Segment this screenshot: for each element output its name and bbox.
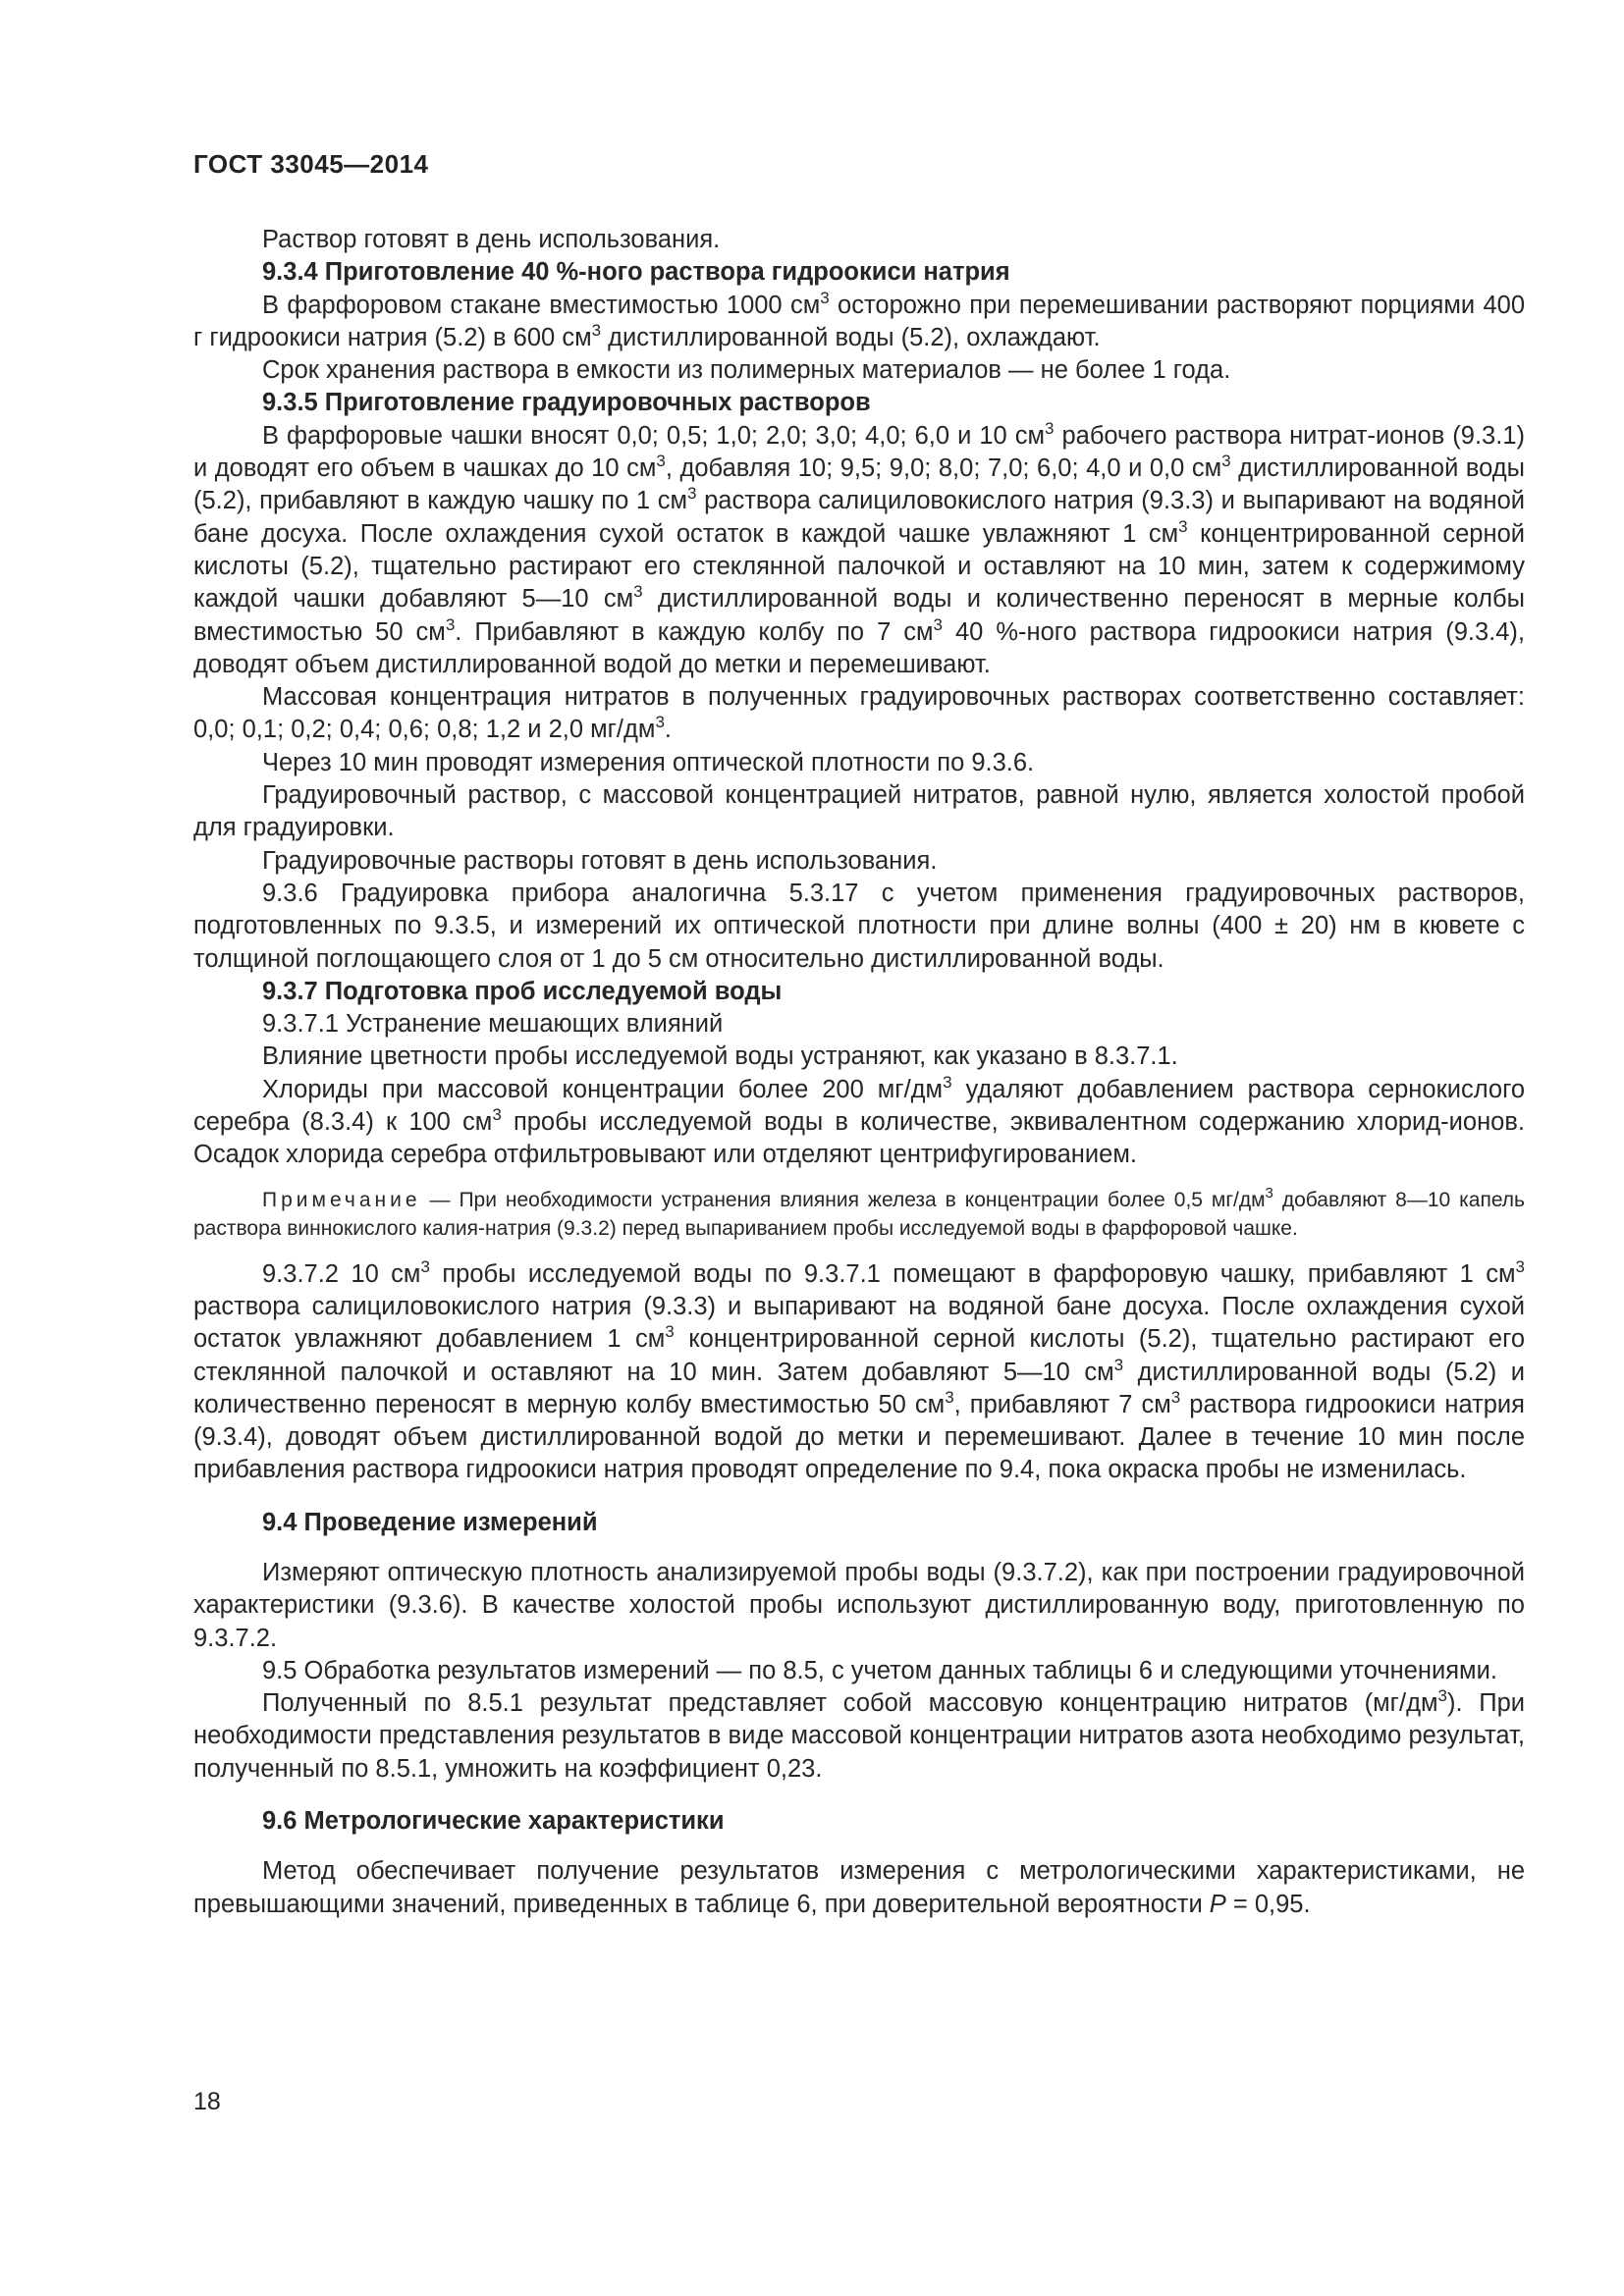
section-heading — [193, 976, 1525, 1008]
page-number: 18 — [193, 2088, 221, 2115]
superscript: 3 — [1515, 1256, 1526, 1276]
text-run: 9.3.7 Подготовка проб исследуемой воды — [262, 977, 783, 1005]
text-run: концентрированной серной кислоты (5.2), тщательно растирают его стеклянной палочкой и оставляют на 10 мин. Затем добавляют 5—10 см — [193, 1325, 1525, 1386]
document-body — [193, 224, 1525, 1921]
paragraph — [193, 1687, 1525, 1786]
paragraph — [193, 354, 1525, 387]
superscript: 3 — [1221, 452, 1231, 471]
text-run: рабочего раствора нитрат-ионов (9.3.1) и доводят его объем в чашках до 10 см — [193, 421, 1525, 483]
text-run: пробы исследуемой воды в количестве, эквивалентном содержанию хлорид-ионов. Осадок хлорида серебра отфильтровывают или отделяют центрифугированием. — [193, 1108, 1525, 1169]
paragraph — [193, 224, 1525, 256]
text-run: — При необходимости устранения влияния железа в концентрации более 0,5 мг/дм — [420, 1188, 1266, 1211]
text-run: дистиллированной воды (5.2), охлаждают. — [601, 323, 1101, 351]
superscript: 3 — [665, 1322, 675, 1342]
text-run: 9.3.4 Приготовление 40 %-ного раствора гидроокиси натрия — [262, 258, 1010, 287]
text-run: Срок хранения раствора в емкости из полимерных материалов — не более 1 года. — [262, 356, 1231, 385]
text-run: В фарфоровые чашки вносят 0,0; 0,5; 1,0; 2,0; 3,0; 4,0; 6,0 и 10 см — [262, 421, 1045, 450]
note-paragraph — [193, 1186, 1525, 1243]
section-heading — [193, 1507, 1525, 1539]
superscript: 3 — [492, 1105, 502, 1125]
text-run: . — [664, 716, 672, 744]
text-run: дистиллированной воды и количественно переносят в мерные колбы вместимостью 50 см — [193, 585, 1525, 646]
text-run: , прибавляют 7 см — [953, 1390, 1171, 1418]
paragraph — [193, 681, 1525, 747]
text-run: = 0,95. — [1225, 1890, 1311, 1918]
text-run: . Прибавляют в каждую колбу по 7 см — [455, 617, 934, 646]
text-run: Через 10 мин проводят измерения оптической плотности по 9.3.6. — [262, 748, 1035, 776]
superscript: 3 — [933, 614, 944, 634]
paragraph — [193, 1074, 1525, 1172]
section-heading — [193, 256, 1525, 289]
text-run: Полученный по 8.5.1 результат представляет собой массовую концентрацию нитратов (мг/дм — [262, 1689, 1438, 1718]
text-run: осторожно при перемешивании растворяют порциями 400 г гидроокиси натрия (5.2) в 600 см — [193, 291, 1526, 351]
superscript: 3 — [633, 582, 643, 602]
text-run: раствора салициловокислого натрия (9.3.3) и выпаривают на водяной бане досуха. После охлаждения сухой остаток увлажняют добавлением 1 см — [193, 1292, 1525, 1354]
text-run: Градуировочные растворы готовят в день использования. — [262, 846, 938, 875]
paragraph — [193, 1258, 1525, 1487]
text-run: 9.4 Проведение измерений — [262, 1508, 598, 1536]
superscript: 3 — [591, 320, 602, 340]
superscript: 3 — [945, 1387, 954, 1407]
text-run: Измеряют оптическую плотность анализируемой пробы воды (9.3.7.2), как при построении градуировочной характеристики (9.3.6). В качестве холостой пробы используют дистиллированную воду, приготовленную по 9.3.7.2. — [193, 1558, 1525, 1652]
text-run: 9.3.7.1 Устранение мешающих влияний — [262, 1010, 724, 1039]
text-run: дистиллированной воды (5.2) и количественно переносят в мерную колбу вместимостью 50 см — [193, 1358, 1525, 1418]
superscript: 3 — [1170, 1387, 1181, 1407]
superscript: 3 — [1265, 1184, 1273, 1201]
text-run: пробы исследуемой воды по 9.3.7.1 помещают в фарфоровую чашку, прибавляют 1 см — [429, 1259, 1516, 1288]
text-run: ). При необходимости представления результатов в виде массовой концентрации нитратов азота необходимо результат, полученный по 8.5.1, умножить на коэффициент 0,23. — [193, 1689, 1525, 1783]
paragraph — [193, 779, 1525, 845]
paragraph — [193, 1655, 1525, 1687]
superscript: 3 — [655, 713, 665, 732]
text-run: 9.3.5 Приготовление градуировочных растворов — [262, 389, 871, 417]
superscript: 3 — [687, 484, 697, 504]
superscript: 3 — [943, 1072, 952, 1092]
note-label: Примечание — [262, 1188, 421, 1211]
text-run: Градуировочный раствор, с массовой концентрацией нитратов, равной нулю, является холостой пробой для градуировки. — [193, 781, 1525, 842]
paragraph — [193, 420, 1525, 681]
superscript: 3 — [1437, 1686, 1447, 1706]
text-run: дистиллированной воды (5.2), прибавляют в каждую чашку по 1 см — [193, 454, 1525, 515]
paragraph — [193, 878, 1525, 976]
text-run: Влияние цветности пробы исследуемой воды устраняют, как указано в 8.3.7.1. — [262, 1042, 1178, 1071]
section-heading — [193, 387, 1525, 419]
standard-header: ГОСТ 33045—2014 — [193, 149, 429, 179]
paragraph — [193, 1041, 1525, 1073]
text-run: удаляют добавлением раствора сернокислого серебра (8.3.4) к 100 см — [193, 1075, 1525, 1137]
text-run: Массовая концентрация нитратов в полученных градуировочных растворах соответственно составляет: 0,0; 0,1; 0,2; 0,4; 0,6; 0,8; 1,2 и 2,0 мг/дм — [193, 683, 1525, 744]
text-run: 9.5 Обработка результатов измерений — по 8.5, с учетом данных таблицы 6 и следующими уточнениями. — [262, 1656, 1497, 1684]
italic-symbol: P — [1209, 1890, 1226, 1918]
paragraph — [193, 747, 1525, 779]
text-run: Метод обеспечивает получение результатов измерения с метрологическими характеристиками, не превышающими значений, приведенных в таблице 6, при доверительной вероятности — [193, 1857, 1525, 1918]
text-run: раствора гидроокиси натрия (9.3.4), доводят объем дистиллированной водой до метки и перемешивают. Далее в течение 10 мин после прибавления раствора гидроокиси натрия проводят определение по 9.4, пока окраска пробы не изменилась. — [193, 1390, 1525, 1484]
superscript: 3 — [656, 452, 666, 471]
text-run: добавляют 8—10 капель раствора виннокислого калия-натрия (9.3.2) перед выпариванием пробы исследуемой воды в фарфоровой чашке. — [193, 1188, 1525, 1240]
superscript: 3 — [1178, 516, 1188, 536]
superscript: 3 — [420, 1256, 430, 1276]
text-run: 40 %-ного раствора гидроокиси натрия (9.3.4), доводят объем дистиллированной водой до метки и перемешивают. — [193, 617, 1525, 678]
superscript: 3 — [445, 614, 456, 634]
text-run: 9.3.7.2 10 см — [262, 1259, 421, 1288]
text-run: В фарфоровом стакане вместимостью 1000 см — [262, 291, 821, 319]
superscript: 3 — [1113, 1355, 1124, 1374]
paragraph — [193, 1008, 1525, 1041]
superscript: 3 — [820, 288, 830, 307]
paragraph — [193, 845, 1525, 878]
superscript: 3 — [1044, 418, 1055, 438]
text-run: концентрированной серной кислоты (5.2), тщательно растирают его стеклянной палочкой и оставляют на 10 мин, затем к содержимому каждой чашки добавляют 5—10 см — [193, 519, 1525, 614]
text-run: 9.3.6 Градуировка прибора аналогична 5.3.17 с учетом применения градуировочных растворов, подготовленных по 9.3.5, и измерений их оптической плотности при длине волны (400 ± 20) нм в кювете с толщиной поглощающего слоя от 1 до 5 см относительно дистиллированной воды. — [193, 879, 1525, 973]
paragraph — [193, 1855, 1525, 1921]
text-run: 9.6 Метрологические характеристики — [262, 1807, 725, 1836]
text-run: Хлориды при массовой концентрации более 200 мг/дм — [262, 1075, 944, 1103]
paragraph — [193, 290, 1525, 355]
text-run: раствора салициловокислого натрия (9.3.3) и выпаривают на водяной бане досуха. После охлаждения сухой остаток в каждой чашке увлажняют 1 см — [193, 487, 1525, 548]
section-heading — [193, 1805, 1525, 1838]
text-run: Раствор готовят в день использования. — [262, 226, 721, 253]
text-run: , добавляя 10; 9,5; 9,0; 8,0; 7,0; 6,0; 4,0 и 0,0 см — [665, 454, 1222, 483]
paragraph — [193, 1557, 1525, 1655]
